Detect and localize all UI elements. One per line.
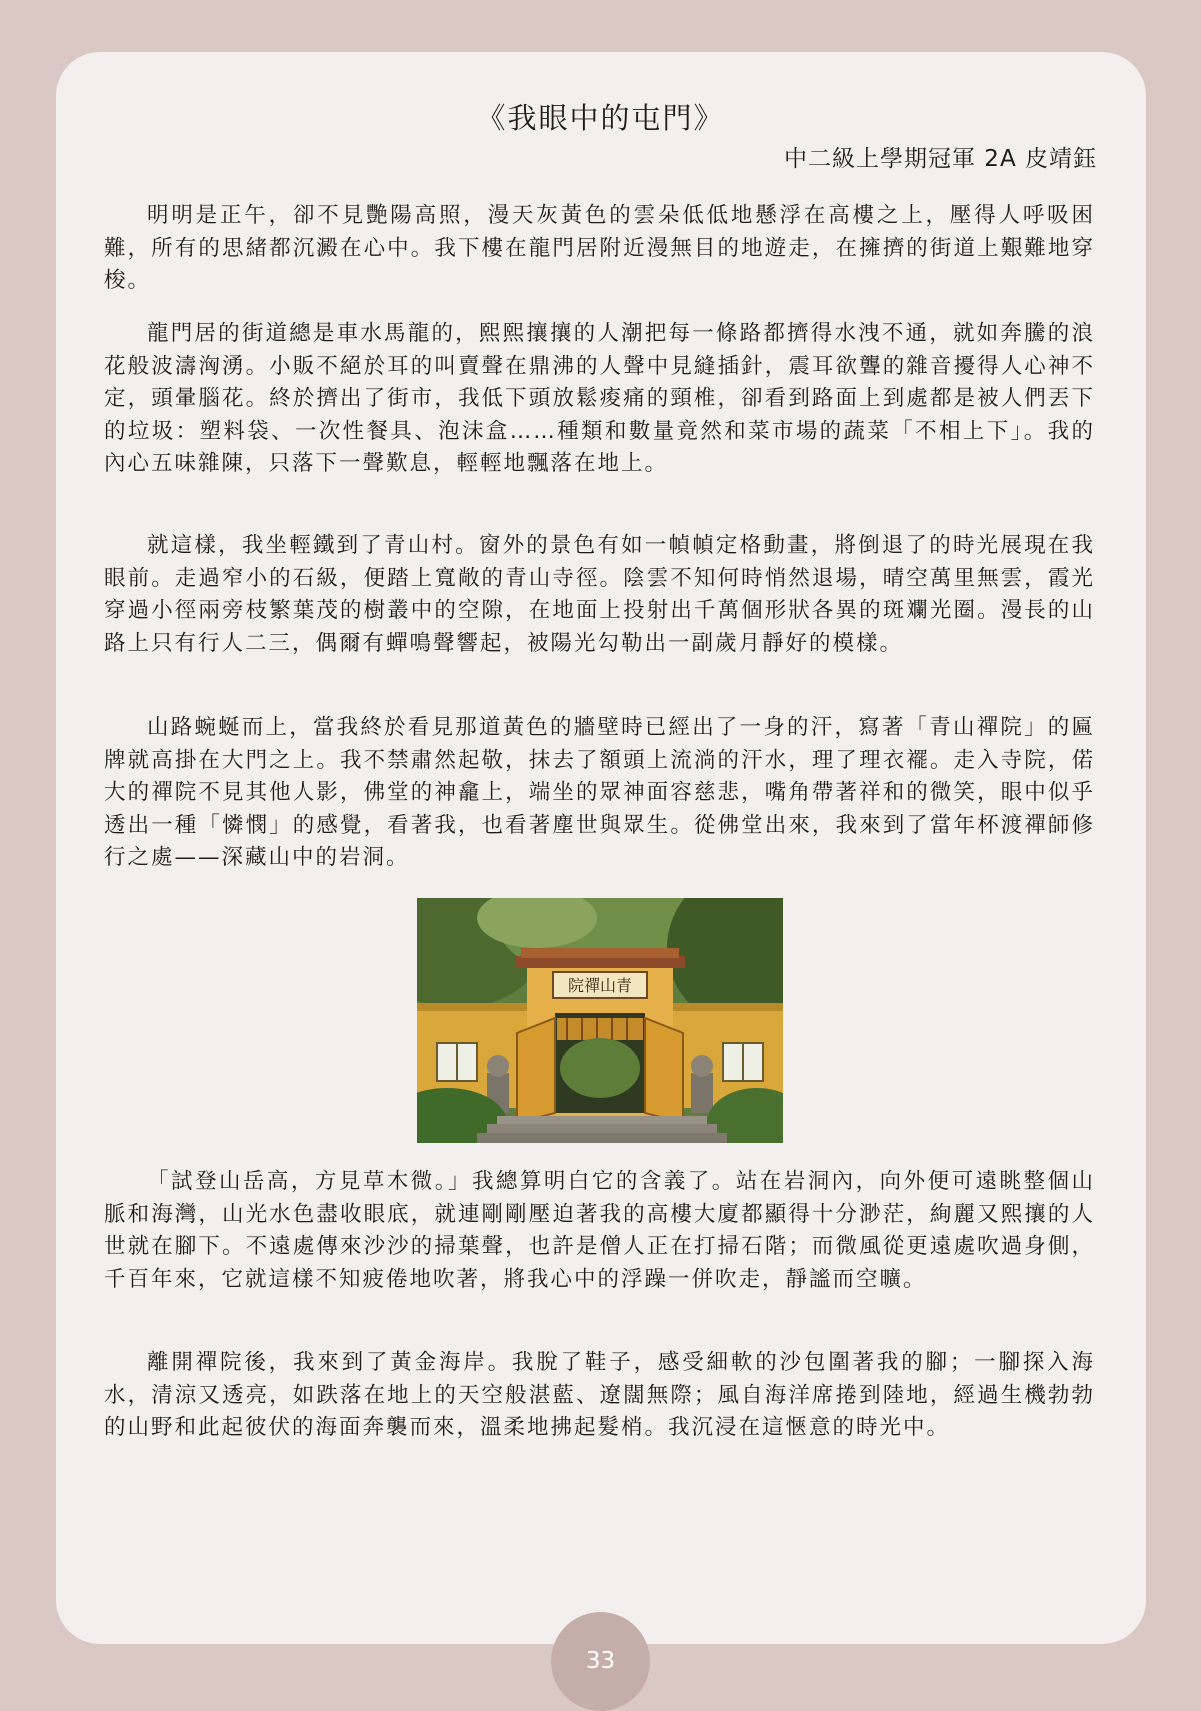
paragraph-5: 「試登山岳高，方見草木微。」我總算明白它的含義了。站在岩洞內，向外便可遠眺整個山脈和海灣，山光水色盡收眼底，就連剛剛壓迫著我的高樓大廈都顯得十分渺茫，絢麗又熙攘的人世就在腳下。不遠處傳來沙沙的掃葉聲，也許是僧人正在打掃石階；而微風從更遠處吹過身側，千百年來，它就這樣不知疲倦地吹著，將我心中的浮躁一併吹走，靜謐而空曠。 bbox=[104, 1169, 1095, 1292]
article-byline: 中二級上學期冠軍 2A 皮靖鈺 bbox=[784, 146, 1097, 172]
paragraph-2: 龍門居的街道總是車水馬龍的，熙熙攘攘的人潮把每一條路都擠得水洩不通，就如奔騰的浪花般波濤洶湧。小販不絕於耳的叫賣聲在鼎沸的人聲中見縫插針，震耳欲聾的雜音擾得人心神不定，頭暈腦花。終於擠出了街市，我低下頭放鬆痠痛的頸椎，卻看到路面上到處都是被人們丟下的垃圾：塑料袋、一次性餐具、泡沫盒……種類和數量竟然和菜市場的蔬菜「不相上下」。我的內心五味雜陳，只落下一聲歎息，輕輕地飄落在地上。 bbox=[104, 321, 1095, 476]
paragraph-6: 離開禪院後，我來到了黃金海岸。我脫了鞋子，感受細軟的沙包圍著我的腳；一腳探入海水，清涼又透亮，如跌落在地上的天空般湛藍、遼闊無際；風自海洋席捲到陸地，經過生機勃勃的山野和此起彼伏的海面奔襲而來，溫柔地拂起髮梢。我沉浸在這愜意的時光中。 bbox=[104, 1350, 1095, 1440]
article-title: 《我眼中的屯門》 bbox=[476, 101, 725, 135]
paragraph-3: 就這樣，我坐輕鐵到了青山村。窗外的景色有如一幀幀定格動畫，將倒退了的時光展現在我眼前。走過窄小的石級，便踏上寬敞的青山寺徑。陰雲不知何時悄然退場，晴空萬里無雲，霞光穿過小徑兩旁枝繁葉茂的樹叢中的空隙，在地面上投射出千萬個形狀各異的斑斕光圈。漫長的山路上只有行人二三，偶爾有蟬鳴聲響起，被陽光勾勒出一副歲月靜好的模樣。 bbox=[104, 533, 1095, 656]
temple-gate-photo bbox=[417, 898, 783, 1143]
page-number: 33 bbox=[585, 1648, 616, 1674]
signboard-text: 院禪山青 bbox=[567, 976, 633, 995]
paragraph-4: 山路蜿蜒而上，當我終於看見那道黃色的牆壁時已經出了一身的汗，寫著「青山禪院」的匾牌就高掛在大門之上。我不禁肅然起敬，抹去了額頭上流淌的汗水，理了理衣襬。走入寺院，偌大的禪院不見其他人影，佛堂的神龕上，端坐的眾神面容慈悲，嘴角帶著祥和的微笑，眼中似乎透出一種「憐憫」的感覺，看著我，也看著塵世與眾生。從佛堂出來，我來到了當年杯渡禪師修行之處——深藏山中的岩洞。 bbox=[104, 715, 1095, 870]
paragraph-1: 明明是正午，卻不見艷陽高照，漫天灰黃色的雲朵低低地懸浮在高樓之上，壓得人呼吸困難，所有的思緒都沉澱在心中。我下樓在龍門居附近漫無目的地遊走，在擁擠的街道上艱難地穿梭。 bbox=[104, 203, 1095, 293]
